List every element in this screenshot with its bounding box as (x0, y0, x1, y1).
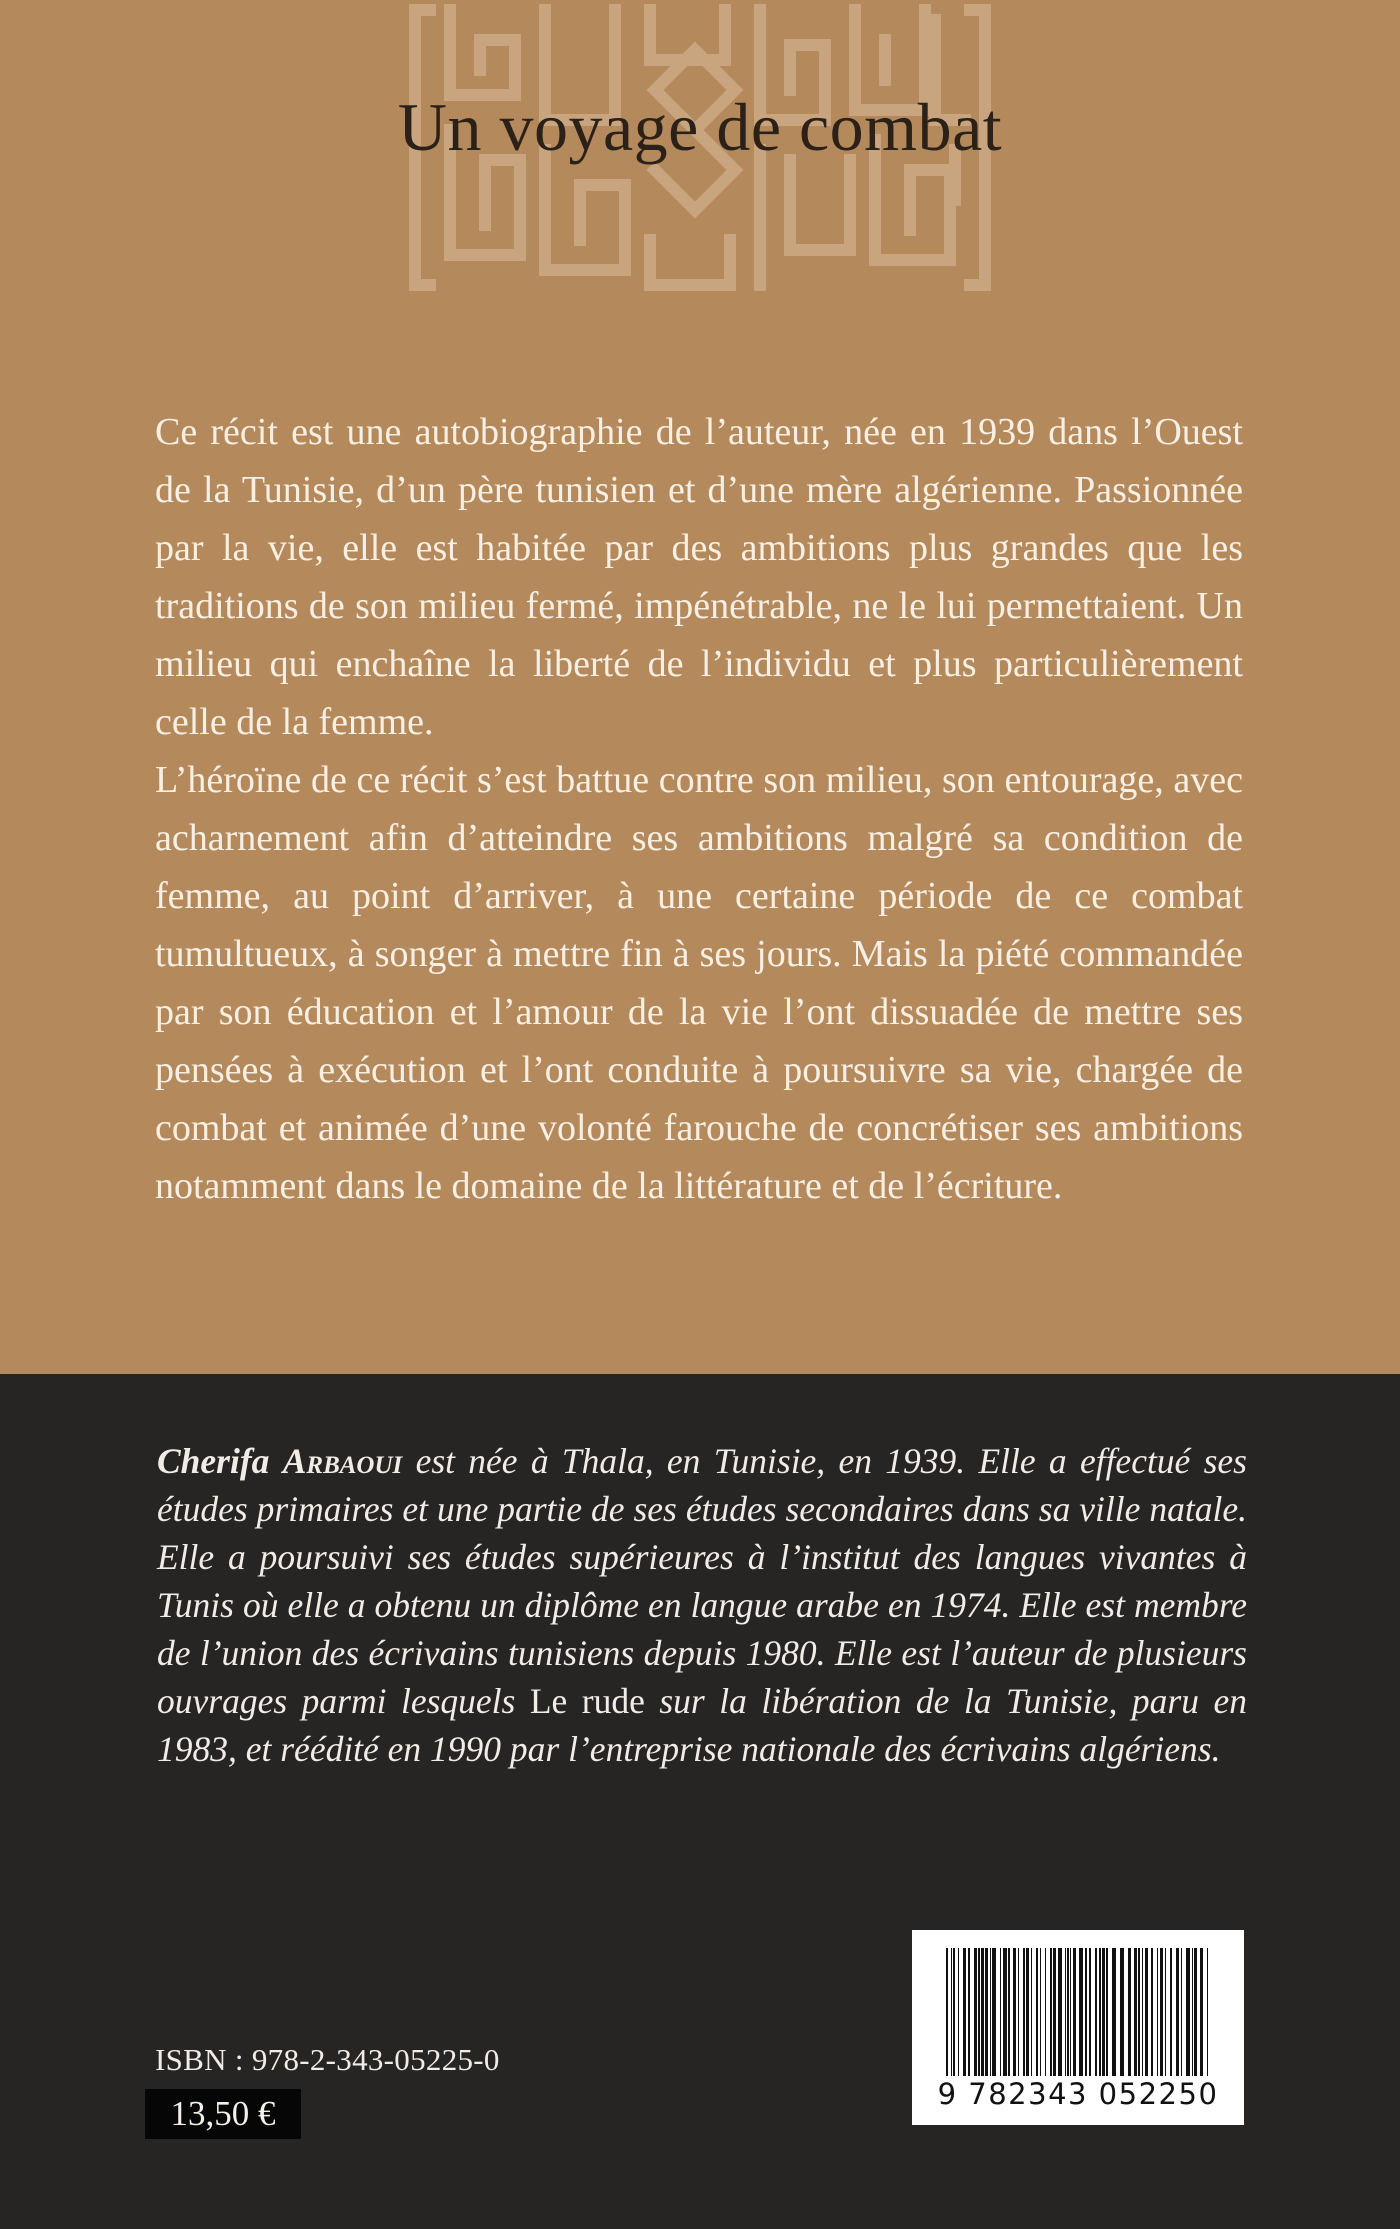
barcode-bar (1194, 1948, 1197, 2076)
referenced-book-title: Le rude (529, 1681, 645, 1721)
barcode (912, 1930, 1244, 2125)
barcode-bar (1058, 1948, 1062, 2076)
barcode-bar (1018, 1948, 1019, 2076)
barcode-bar (1176, 1948, 1179, 2076)
barcode-bar (1023, 1948, 1025, 2076)
barcode-bar (1102, 1948, 1105, 2076)
barcode-bar (1050, 1948, 1052, 2076)
barcode-bar (1008, 1948, 1010, 2076)
barcode-bar (1186, 1948, 1190, 2076)
barcode-bar (1170, 1948, 1172, 2076)
barcode-bar (968, 1948, 970, 2076)
barcode-bar (1036, 1948, 1038, 2076)
barcode-bar (981, 1948, 984, 2076)
barcode-bar (1106, 1948, 1108, 2076)
barcode-digits: 9 782343 052250 (937, 2077, 1219, 2111)
book-title: Un voyage de combat (397, 89, 1003, 165)
author-biography (157, 1437, 1247, 1773)
barcode-bar (1120, 1948, 1124, 2076)
synopsis (155, 403, 1243, 1215)
barcode-bar (974, 1948, 977, 2076)
barcode-bar (1003, 1948, 1007, 2076)
isbn: ISBN : 978-2-343-05225-0 (155, 2042, 500, 2077)
barcode-bar (1065, 1948, 1066, 2076)
barcode-bar (1160, 1948, 1163, 2076)
barcode-bar (978, 1948, 980, 2076)
barcode-bar (1112, 1948, 1116, 2076)
barcode-bar (1070, 1948, 1071, 2076)
barcode-bar (1045, 1948, 1046, 2076)
barcode-bar (1157, 1948, 1158, 2076)
barcode-bar (985, 1948, 988, 2076)
barcode-bar (1053, 1948, 1056, 2076)
barcode-bar (1181, 1948, 1182, 2076)
barcode-bar (1000, 1948, 1001, 2076)
barcode-bar (1134, 1948, 1137, 2076)
barcode-bar (958, 1948, 959, 2076)
barcode-bar (1151, 1948, 1153, 2076)
barcode-bar (1128, 1948, 1131, 2076)
barcode-bar (1095, 1948, 1097, 2076)
barcode-bar (1026, 1948, 1029, 2076)
barcode-bar (1165, 1948, 1166, 2076)
barcode-bar (1067, 1948, 1069, 2076)
author-first-name: Cherifa (157, 1441, 270, 1481)
barcode-bar (946, 1948, 948, 2076)
synopsis-paragraph: L’héroïne de ce récit s’est battue contre son milieu, son entourage, avec acharnement afin d’atteindre ses ambitions malgré sa condition de femme, au point d’arriver, à une certaine période de ce combat tumultueux, à songer à mettre fin à ses jours. Mais la piété commandée par son éducation et l’amour de la vie l’ont dissuadée de mettre ses pensées à exécution et l’ont conduite à poursuivre sa vie, chargée de combat et animée d’une volonté farouche de concrétiser ses ambitions notamment dans le domaine de la littérature et de l’écriture. (155, 759, 1243, 1207)
barcode-bar (1085, 1948, 1087, 2076)
synopsis-paragraph: Ce récit est une autobiographie de l’auteur, née en 1939 dans l’Ouest de la Tunisie, d’un père tunisien et d’une mère algérienne. Passionnée par la vie, elle est habitée par des ambitions plus grandes que les traditions de son milieu fermé, impénétrable, ne le lui permettaient. Un milieu qui enchaîne la liberté de l’individu et plus particulièrement celle de la femme. (155, 411, 1243, 743)
barcode-bar (1073, 1948, 1076, 2076)
price-tag: 13,50 € (145, 2089, 301, 2139)
barcode-bar (1013, 1948, 1016, 2076)
barcode-bar (1192, 1948, 1193, 2076)
barcode-bar (1031, 1948, 1032, 2076)
barcode-bar (1099, 1948, 1101, 2076)
author-surname: Arbaoui (282, 1441, 403, 1481)
barcode-bar (1207, 1948, 1208, 2076)
barcode-bar (992, 1948, 996, 2076)
barcode-bar (1200, 1948, 1203, 2076)
author-bio-text: sur la libération de la Tunisie, paru en 1983, et réédité en 1990 par l’entreprise nationale des écrivains algériens. (157, 1681, 1247, 1769)
barcode-bar (1089, 1948, 1091, 2076)
barcode-bar (963, 1948, 966, 2076)
barcode-bar (951, 1948, 952, 2076)
barcode-bar (1138, 1948, 1140, 2076)
barcode-bar (1040, 1948, 1041, 2076)
barcode-bar (953, 1948, 955, 2076)
barcode-bar (1142, 1948, 1143, 2076)
barcode-bar (990, 1948, 991, 2076)
barcode-bar (1079, 1948, 1083, 2076)
author-bio-text: est née à Thala, en Tunisie, en 1939. Elle a effectué ses études primaires et une partie de ses études secondaires dans sa ville natale. Elle a poursuivi ses études supérieures à l’institut des langues vivantes à Tunis où elle a obtenu un diplôme en langue arabe en 1974. Elle est membre de l’union des écrivains tunisiens depuis 1980. Elle est l’auteur de plusieurs ouvrages parmi lesquels (157, 1441, 1247, 1721)
barcode-bar (1145, 1948, 1148, 2076)
